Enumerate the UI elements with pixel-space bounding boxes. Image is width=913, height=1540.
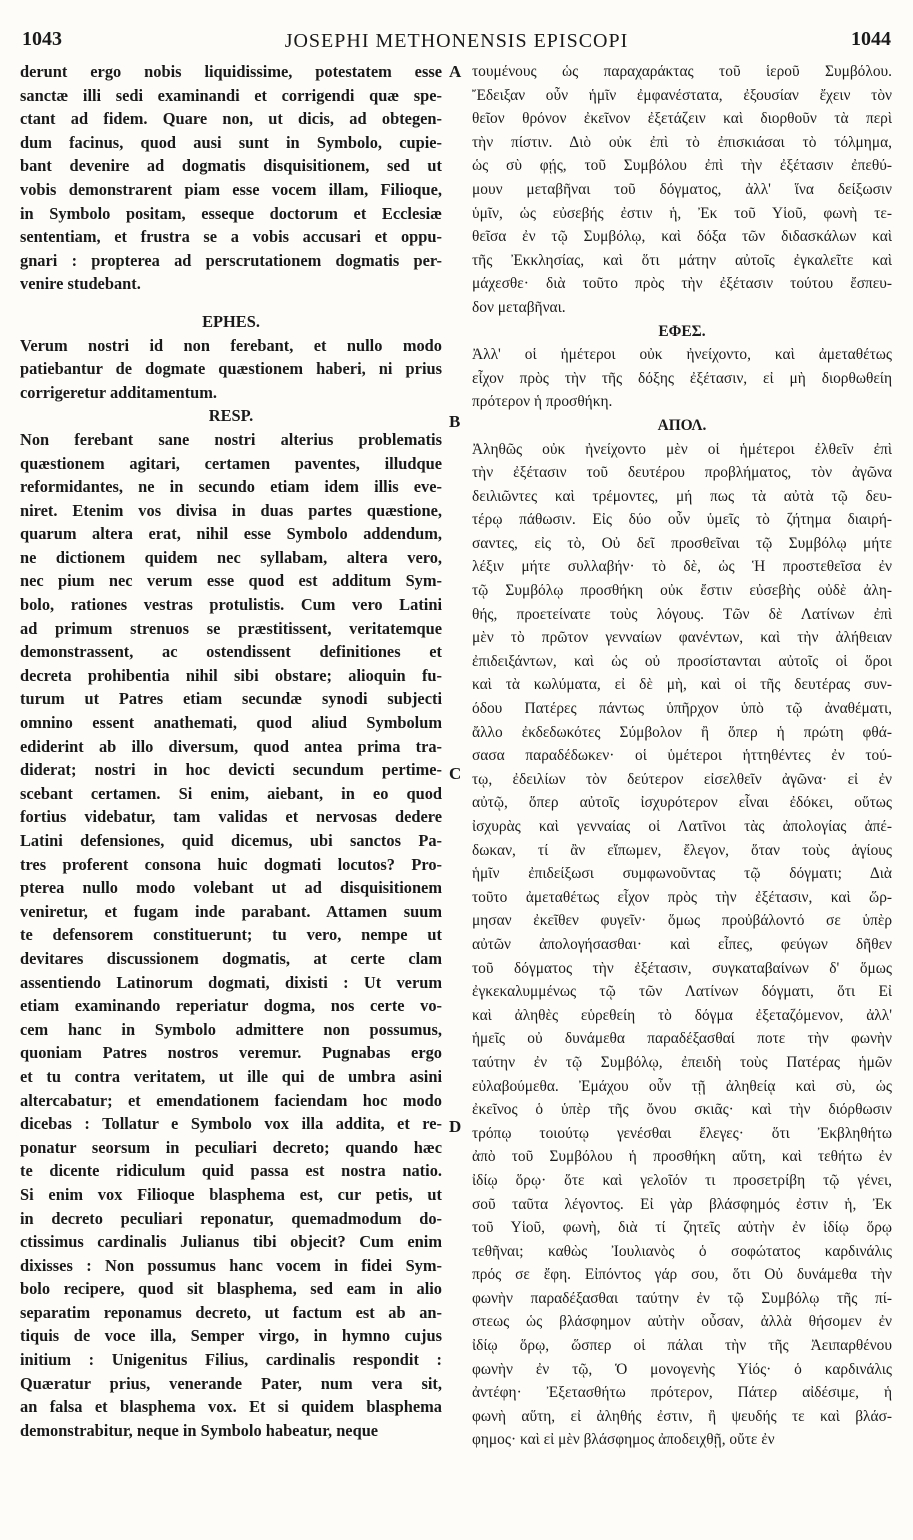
text-line: initium : Unigenitus Filius, cardinalis respondit : — [20, 1350, 442, 1370]
section-marker-b: B — [449, 412, 461, 431]
text-line: τῳ, ἐδειλίων τὸν δεύτερον εἰσελθεῖν ἀγῶνα· εἰ ἐν — [472, 770, 892, 788]
text-line: nec pium nec verum esse quod est additum Sym- — [20, 571, 442, 591]
text-line: Si enim vox Filioque blasphema est, cur petis, ut — [20, 1184, 442, 1204]
greek-heading-ephes: ΕΦΕΣ. — [658, 322, 706, 340]
text-line: ἡμῖν ἐπιδείξωσι συμφωνοῦντας τῷ δόγματι; Διὰ — [472, 865, 892, 883]
text-line: τὴν ἐξέτασιν τοῦ δευτέρου προβλήματος, τὸν ἀγῶνα — [472, 464, 892, 482]
text-line: στεως ὡς βλάσφημον αὐτὴν οὖσαν, ἀλλὰ θήσομεν ἐν — [472, 1313, 892, 1331]
section-marker-a: A — [449, 62, 462, 81]
text-line: ctissimus cardinalis Julianus tibi objecit? Cum enim — [20, 1232, 442, 1252]
running-header — [22, 28, 891, 58]
text-line: cem hanc in Symbolo admittere non possumus, — [20, 1019, 442, 1039]
text-line: etiam examinando reperiatur dogma, nos certe vo- — [20, 996, 442, 1016]
text-line: θής, προετείνατε τοὺς λόγους. Τῶν δὲ Λατίνων ἐπὶ — [472, 605, 892, 623]
greek-paragraph-1 — [472, 60, 892, 320]
text-line: φημος· καὶ εἰ μὲν βλάσφημος ἀποδειχθῇ, οὔτε ἐν — [472, 1431, 775, 1449]
text-line: quarum altera erat, nihil esse Symbolo addendum, — [20, 524, 442, 544]
greek-paragraph-2 — [472, 343, 892, 414]
text-line: vobis demonstrarent piam esse vocem illam, Filioque, — [20, 179, 442, 199]
text-line: pterea nullo modo volebant ut ad disquisitionem — [20, 878, 442, 898]
text-line: sententiam, et frustra se a vobis accusari et oppu- — [20, 227, 442, 247]
text-line: an falsa et blasphema vox. Et si quidem blasphema — [20, 1397, 442, 1417]
text-line: quoniam Patres nostros veremur. Pugnabas ergo — [20, 1043, 442, 1063]
text-line: Ἀληθῶς οὐκ ἠνείχοντο μὲν οἱ ἡμέτεροι ἐλθεῖν ἐπὶ — [472, 440, 892, 458]
text-line: omnino essent anathemati, quod aliud Symbolum — [20, 713, 442, 733]
text-line: ἐγκεκαλυμμένως τῷ τῶν Λατίνων δόγματι, ὅτι Εἰ — [472, 983, 892, 1001]
text-line: in decreto peculiari reponatur, quemadmodum do- — [20, 1208, 442, 1228]
text-line: ctant ad fidem. Quare non, ut dicis, ad obtegen- — [20, 109, 442, 129]
section-marker-c: C — [449, 764, 462, 783]
text-line: ἰδίῳ ὅρῳ, ὥσπερ οἱ πάλαι τὴν τῆς Ἀειπαρθένου — [472, 1337, 892, 1355]
text-line: ταύτην ἐν τῷ Συμβόλῳ, ἐπειδὴ τοὺς Πατέρας ἡμῶν — [472, 1053, 892, 1071]
text-line: demonstrabitur, neque in Symbolo habeatur, neque — [20, 1420, 379, 1440]
text-line: venire studebant. — [20, 274, 141, 294]
text-line: θεῖον θρόνον ἐκεῖνον ἐξετάζειν καὶ διορθοῦν τὰ περὶ — [472, 110, 892, 128]
text-line: Ἔδειξαν οὖν ἡμῖν ἐμφανέστατα, ἐξουσίαν ἔχειν τὸν — [472, 86, 892, 104]
text-line: et tu contra veritatem, ut ille qui de umbra asini — [20, 1066, 442, 1086]
text-line: demonstrassent, ac ostendissent definitiones et — [20, 642, 442, 662]
text-line: εὐλαβούμεθα. Ἐμάχου οὖν τῇ ἀληθείᾳ καὶ σὺ, ὡς — [472, 1077, 892, 1095]
section-marker-d: D — [449, 1117, 462, 1136]
text-line: ἐπιδειξάντων, καὶ ὡς οὐ προσίστανται αὐτοῖς οἱ ὅροι — [472, 652, 892, 670]
text-line: σοῦ ταῦτα λέγοντος. Εἰ γὰρ βλάσφημός ἐστιν ἡ, Ἐκ — [472, 1195, 892, 1213]
text-line: decreta prohibentia nihil sibi obstare; alioquin fu- — [20, 665, 442, 685]
text-line: Latini defensiones, quid dicemus, ubi sanctos Pa- — [20, 831, 442, 850]
text-line: te dicente ridiculum quid passa est nostra natio. — [20, 1161, 442, 1181]
text-line: φωνὴν παραδέξασθαι ταύτην ἐν τῷ Συμβόλῳ τῆς πί- — [472, 1289, 892, 1307]
text-line: δωκαν, τί ἂν εἴπωμεν, ἔλεγον, ὅταν τοὺς ἁγίους — [472, 841, 892, 859]
text-line: τρόπῳ τοιούτῳ γενέσθαι ἔλεγες· ὅτι Ἐκβληθήτω — [472, 1124, 892, 1142]
text-line: ediderint ab illo diversum, quod antea prima tra- — [20, 736, 442, 756]
text-line: αὐτῷ, ὅπερ αὐτοῖς ἰσχυρότερον εἶναι ἐδόκει, οὕτως — [472, 794, 892, 812]
text-line: derunt ergo nobis liquidissime, potestatem esse — [20, 62, 442, 81]
text-line: δον μεταβῆναι. — [472, 298, 566, 316]
text-line: ἡμεῖς οὐ δυνάμεθα παραδέξασθαί ποτε τὴν φωνὴν — [472, 1030, 892, 1048]
text-line: tres proferent consona huic dogmati locutos? Pro- — [20, 854, 442, 874]
text-line: ἰδίῳ ὅρῳ· ὅτε καὶ γελοῖόν τι προσετρίβη τῷ γένει, — [472, 1171, 892, 1189]
text-line: αὐτῶν ἀπολογήσασθαι· καὶ εἶπες, φεύγων δῆθεν — [472, 935, 892, 953]
text-line: θεῖσα ἐν τῷ Συμβόλῳ, καὶ δόξα τῶν διδασκάλων καὶ — [472, 228, 892, 246]
text-line: diderat; nostri in hoc devicti secundum pertime- — [20, 760, 442, 780]
text-line: ἀντέφη· Ἐξετασθήτω πρότερον, Πάτερ αἰδέσιμε, ἡ — [472, 1384, 892, 1402]
text-line: turum ut Patres etiam secundæ synodi subjecti — [20, 689, 442, 709]
text-line: τεθῆναι; καθὼς Ἰουλιανὸς ὁ σοφώτατος καρδινάλις — [472, 1242, 892, 1260]
text-line: fortius videbatur, tam validas et nervosas dedere — [20, 807, 442, 827]
text-line: ἰσχυρὰς καὶ γενναίας οἱ Λατῖνοι τὰς ἀπολογίας ἀπέ- — [472, 818, 892, 835]
text-line: veniretur, et fugam inde parabant. Attamen suum — [20, 901, 442, 921]
text-line: bolo, rationes vestras protulistis. Cum vero Latini — [20, 595, 442, 615]
latin-heading-ephes: EPHES. — [202, 311, 260, 331]
text-line: μησαν ἐκεῖθεν φυγεῖν· ὅμως προὐβάλοντό σε ὑπὲρ — [472, 912, 892, 930]
text-line: devitares discussionem dogmatis, at certe clam — [20, 948, 442, 968]
text-line: λέξιν μήτε συλλαβήν· τὸ δὲ, ὡς Ἡ προστεθεῖσα ἐν — [472, 558, 892, 576]
text-line: sanctæ illi sedi examinandi et corrigendi quæ spe- — [20, 85, 442, 105]
text-line: τῆς Ἐκκλησίας, καὶ ὅτι μάτην αὐτοῖς ἐγκαλεῖτε καὶ — [472, 251, 892, 269]
text-line: dicebas : Tollatur e Symbolo vox illa addita, et re- — [20, 1114, 442, 1134]
text-line: ad primum strenuos se præstitissent, veritatemque — [20, 618, 442, 638]
text-line: πρός σε ἔφη. Εἰπόντος γάρ σου, ὅτι Οὐ δυνάμεθα τὴν — [472, 1266, 892, 1284]
greek-column — [472, 60, 892, 1452]
text-line: quæstionem agitari, certamen paventes, illudque — [20, 453, 442, 473]
text-line: reformidantes, ne in secundo etiam idem illis eve- — [20, 477, 442, 497]
text-line: καὶ ἀληθὲς εὑρεθείη τὸ δόγμα ἐξεταζόμενον, ἀλλ' — [472, 1006, 892, 1024]
greek-paragraph-3 — [472, 438, 892, 1453]
latin-paragraph-2 — [20, 334, 442, 405]
left-page-number: 1043 — [22, 28, 62, 50]
text-line: τὴν πίστιν. Διὸ οὐκ ἐπὶ τὸ ἐπισκιάσαι τὸ τόλμημα, — [472, 133, 892, 151]
latin-heading-resp: RESP. — [208, 406, 254, 426]
text-line: εἶχον πρὸς τὴν τῆς δόξης ἐξέτασιν, εἰ μὴ διορθωθείη — [472, 369, 892, 387]
text-line: τοῦ δόγματος τὴν ἐξέτασιν, συγκαταβαίνων δ' ὅμως — [472, 959, 892, 977]
latin-paragraph-1 — [20, 60, 442, 296]
text-line: assentiendo Latinorum dogmati, dixisti : Ut verum — [20, 972, 442, 992]
text-line: dum facinus, quod ausi sunt in Symbolo, cupie- — [20, 132, 442, 152]
text-line: gnari : propterea ad perscrutationem dogmatis per- — [20, 250, 442, 270]
text-line: ἀπὸ τοῦ Συμβόλου ἡ προσθήκη αὕτη, καὶ τεθήτω ἐν — [472, 1148, 892, 1166]
text-line: τοῦ Υἱοῦ, φωνὴ, διὰ τί ζητεῖς αὐτὴν ἐν ἰδίῳ ὅρῳ — [472, 1219, 892, 1237]
text-line: μὲν τὸ πρῶτον γενναίων φανέντων, καὶ τὴν ἀλήθειαν — [472, 629, 892, 647]
text-line: σαντες, εἰς τὸ, Οὐ δεῖ προσθεῖναι τῷ Συμβόλῳ μήτε — [472, 534, 892, 552]
text-line: ponatur seorsum in peculiari decreto; quando hæc — [20, 1137, 442, 1157]
text-line: dixisses : Non possumus hanc vocem in fidei Sym- — [20, 1255, 442, 1275]
text-line: scebant certamen. Si enim, aiebant, in eo quod — [20, 783, 442, 803]
text-line: ἄλλο ἐκδεδωκότες Σύμβολον ἢ ὅπερ ἡ πρώτη φθά- — [472, 723, 892, 741]
text-line: Ἀλλ' οἱ ἡμέτεροι οὐκ ἠνείχοντο, καὶ ἀμεταθέτως — [472, 346, 892, 364]
text-line: όδου Πατέρες πάντως ὑπῆρχον ὑπὸ τῷ ἀναθέματι, — [472, 700, 892, 718]
text-line: φωνὴ αὕτη, εἰ ἀληθής ἐστιν, ἢ ψευδής τε καὶ βλάσ- — [472, 1407, 892, 1425]
running-title: JOSEPHI METHONENSIS EPISCOPI — [284, 30, 629, 52]
text-line: ὡς σὺ φῄς, τοῦ Συμβόλου ἐπὶ τὴν ἐξέτασιν ἐπεθύ- — [472, 157, 892, 175]
text-line: τοῦτο ἀμεταθέτως εἶχον πρὸς τὴν ἐξέτασιν, καὶ ὥρ- — [472, 888, 892, 906]
text-line: Quæratur prius, venerande Pater, num vera sit, — [20, 1373, 442, 1393]
text-line: niret. Etenim vos divisa in duas partes quæstione, — [20, 500, 442, 520]
right-page-number: 1044 — [851, 28, 891, 50]
text-line: ne dictionem quidem nec syllabam, altera vero, — [20, 547, 442, 567]
text-line: separatim reponamus decreto, ut factum est ab an- — [20, 1302, 442, 1322]
text-line: μουν μεταβῆναι τοῦ δόγματος, ἀλλ' ἵνα δείξωσιν — [472, 180, 892, 198]
text-line: patiebantur de dogmate quæstionem haberi, ni prius — [20, 359, 442, 379]
text-line: τῷ Συμβόλῳ προσθήκη οὐκ ἔστιν εὐσεβὴς οὐδὲ ἀλη- — [472, 582, 892, 600]
text-line: καὶ τὰ κωλύματα, εἰ δὲ μὴ, καὶ οἱ τῆς δευτέρας συν- — [472, 676, 892, 694]
text-line: δειλιῶντες καὶ τρέμοντες, μή πως τὰ αὐτὰ τῷ δευ- — [472, 487, 892, 505]
text-line: μάχεσθε· διὰ τοῦτο πρὸς τὴν ἐξέτασιν τούτου ἔσπευ- — [472, 275, 892, 293]
text-line: σασα παραδέδωκεν· οἱ ὑμέτεροι ἡττηθέντες ἐν τού- — [472, 747, 892, 765]
text-line: bolo recipere, quod sit blasphema, sed eam in alio — [20, 1279, 442, 1299]
text-line: corrigeretur additamentum. — [20, 382, 217, 402]
text-line: in Symbolo positam, esseque doctorum et Ecclesiæ — [20, 203, 442, 223]
text-line: ὑμῖν, ὡς εὐσεβής ἐστιν ἡ, Ἐκ τοῦ Υἱοῦ, φωνὴ τε- — [472, 204, 892, 222]
latin-column — [20, 60, 442, 1442]
text-line: altercabatur; et emendationem faciendam hoc modo — [20, 1090, 442, 1110]
latin-paragraph-3 — [20, 428, 442, 1443]
text-line: πρότερον ἡ προσθήκη. — [472, 393, 613, 411]
text-line: tiquis de voce illa, Semper virgo, in hymno cujus — [20, 1326, 442, 1346]
text-line: τέρῳ πάθωσιν. Εἰς δύο οὖν ὑμεῖς τὸ ζήτημα διαιρή- — [472, 511, 892, 529]
text-line: Verum nostri id non ferebant, et nullo modo — [20, 335, 442, 355]
text-line: Non ferebant sane nostri alterius problematis — [20, 429, 442, 449]
greek-heading-apol: ΑΠΟΛ. — [657, 416, 707, 434]
text-line: te defensorem constituerunt; tu vero, nempe ut — [20, 925, 442, 945]
text-line: ἐκεῖνος ὁ ὑπὲρ τῆς ὄνου σκιᾶς· καὶ τὴν διόρθωσιν — [472, 1101, 892, 1119]
text-line: τουμένους ὡς παραχαράκτας τοῦ ἱεροῦ Συμβόλου. — [472, 63, 892, 80]
text-line: φωνὴν ἐν τῷ, Ὁ μονογενὴς Υἱός· ὁ καρδινάλις — [472, 1360, 892, 1378]
text-line: bant devenire ad dogmatis disquisitionem, sed ut — [20, 156, 442, 176]
